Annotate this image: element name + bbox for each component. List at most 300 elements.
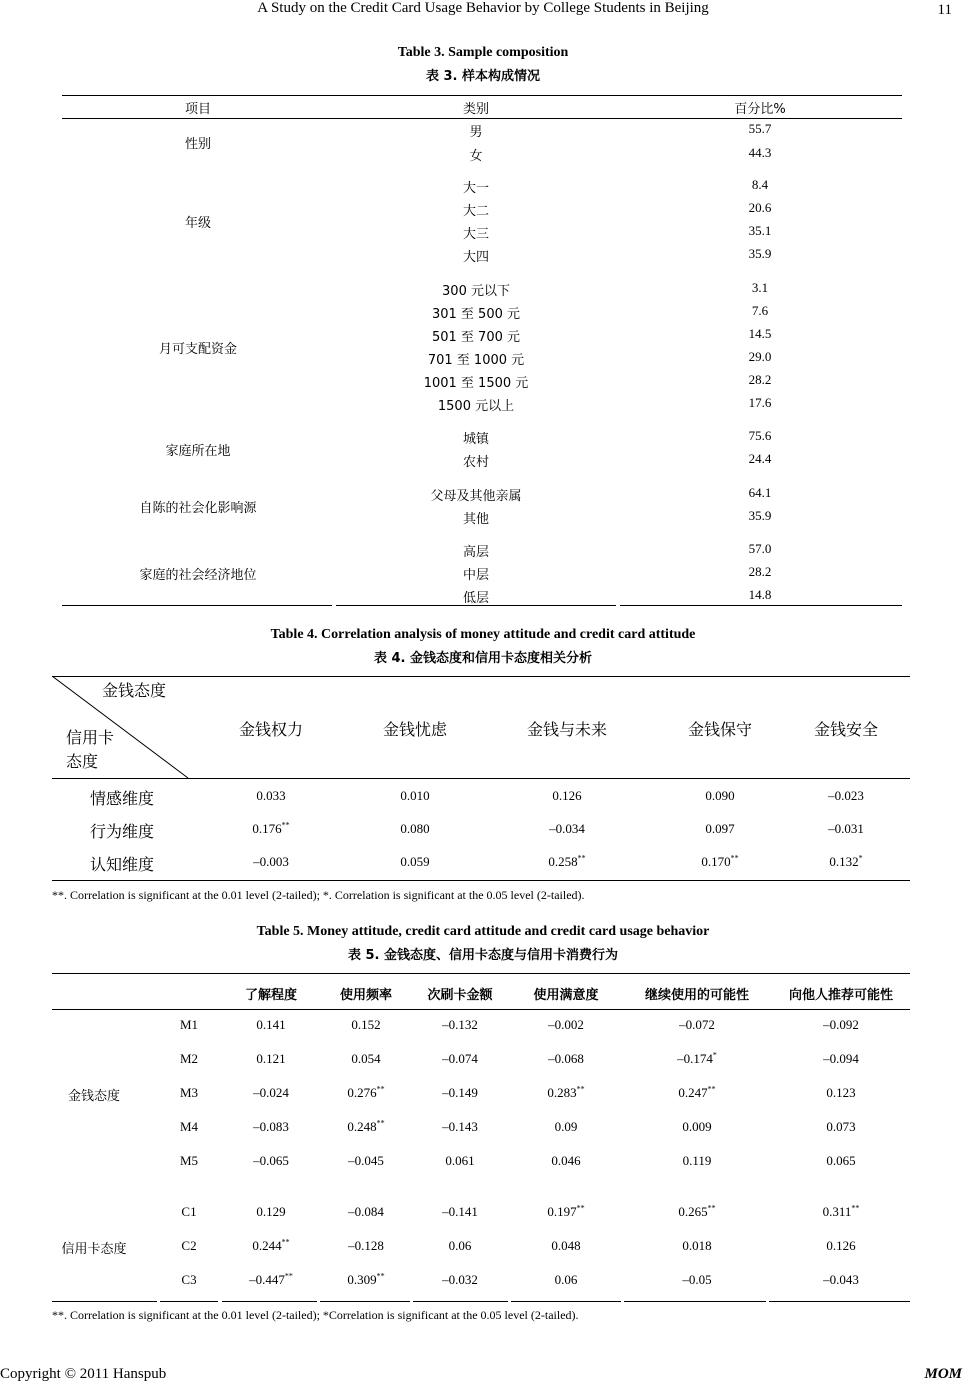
table5-cell <box>347 1119 384 1135</box>
table5-cell <box>826 1119 855 1135</box>
table5-cell <box>823 1051 859 1067</box>
table3-percentage <box>752 280 768 296</box>
table5-cell <box>682 1119 711 1135</box>
table5-cell-text: 0.046 <box>551 1153 581 1168</box>
table5-row-code-text: M5 <box>179 1153 199 1168</box>
table4-corner-bottom-line1: 信用卡 <box>66 728 115 747</box>
table3-group-label-text: 自陈的社会化影响源 <box>139 500 257 516</box>
table5-cell-text: 0.141 <box>256 1017 286 1032</box>
table3-percentage <box>752 177 768 193</box>
table3-category-text: 501 至 700 元 <box>431 330 521 345</box>
table3-percentage-text: 20.6 <box>748 200 772 215</box>
table5-cell-text: 0.06 <box>448 1238 472 1253</box>
table5-cell-text: 0.129 <box>256 1204 286 1219</box>
table5-cell-text: –0.083 <box>253 1119 289 1134</box>
table5-row-code-text: C1 <box>181 1204 197 1219</box>
table4-note: **. Correlation is significant at the 0.01 level (2-tailed); *. Correlation is significant at the 0.05 level (2-tailed). <box>52 888 585 902</box>
table5-cell-text: 0.123 <box>826 1085 856 1100</box>
table3-caption-cn: 表 3. 样本构成情况 <box>425 69 541 84</box>
table5-row-code-text: M3 <box>179 1085 199 1100</box>
table4-cell-text: 0.090 <box>705 788 735 803</box>
table3-percentage <box>749 395 772 411</box>
table5-cell-text: 0.065 <box>826 1153 856 1168</box>
table5-cell <box>252 1238 289 1254</box>
table5-cell-text: –0.072 <box>679 1017 715 1032</box>
table5-cell-text: 0.061 <box>445 1153 475 1168</box>
table4-cell-text: 0.059 <box>400 854 430 869</box>
table5-cell-significance: ** <box>707 1084 716 1094</box>
table3-percentage-text: 35.9 <box>748 246 772 261</box>
table5-column-header <box>789 984 893 1003</box>
table3-percentage <box>749 372 772 388</box>
table3-percentage-text: 24.4 <box>748 451 772 466</box>
table3-percentage <box>749 326 772 342</box>
table4-cell-text: 0.258 <box>548 854 578 869</box>
table4-cell <box>548 854 585 870</box>
table5-caption-cn: 表 5. 金钱态度、信用卡态度与信用卡消费行为 <box>347 948 619 963</box>
table5-cell <box>253 1153 289 1169</box>
table4-column-header-text: 金钱安全 <box>813 720 879 739</box>
table4-cell-text: –0.003 <box>253 854 289 869</box>
table5-column-header-text: 使用满意度 <box>533 988 599 1003</box>
table3-category-text: 男 <box>469 125 483 140</box>
table5-cell <box>347 1085 384 1101</box>
table5-cell-text: –0.447 <box>249 1272 285 1287</box>
table5-row-code <box>181 1204 196 1220</box>
table5-cell-text: 0.283 <box>547 1085 577 1100</box>
table4-cell <box>705 821 734 837</box>
table4-cell <box>701 854 738 870</box>
table5-column-header-text: 使用频率 <box>339 988 393 1003</box>
table3-group-label <box>185 212 211 231</box>
table5-cell-text: –0.068 <box>548 1051 584 1066</box>
table3-category <box>463 451 489 470</box>
table5-cell-text: –0.002 <box>548 1017 584 1032</box>
table4-cell-text: 0.176 <box>252 821 282 836</box>
table3-category-text: 大二 <box>462 204 490 219</box>
table3-header-1-text: 类别 <box>462 102 490 117</box>
table5-cell <box>677 1051 717 1067</box>
table5-cell-text: –0.032 <box>442 1272 478 1287</box>
footer-journal: MOM <box>924 1366 962 1382</box>
table5-cell <box>823 1204 860 1220</box>
table5-cell-text: –0.074 <box>442 1051 478 1066</box>
table5-cell <box>679 1017 715 1033</box>
table3-bottom-rule-2 <box>336 605 616 606</box>
table5-cell-text: –0.092 <box>823 1017 859 1032</box>
table4-column-header <box>688 717 752 740</box>
table5-cell <box>555 1119 578 1135</box>
table3-category <box>432 303 520 322</box>
table3-category-text: 1500 元以上 <box>437 399 515 414</box>
table5-cell <box>547 1204 584 1220</box>
table5-column-header-text: 了解程度 <box>244 988 298 1003</box>
table5-cell-text: 0.276 <box>347 1085 377 1100</box>
table3-group-label <box>139 564 256 583</box>
table5-cell <box>442 1204 478 1220</box>
table4-column-header-text: 金钱忧虑 <box>382 720 448 739</box>
table4-cell-text: 0.132 <box>829 854 859 869</box>
table3-header-0 <box>185 98 211 117</box>
table5-cell <box>682 1272 711 1288</box>
table4-cell-text: 0.126 <box>552 788 582 803</box>
table3-category-text: 1001 至 1500 元 <box>423 376 529 391</box>
table5-cell <box>551 1238 580 1254</box>
table5-cell <box>442 1085 478 1101</box>
table3-category-text: 大四 <box>462 250 490 265</box>
table3-category <box>432 326 520 345</box>
table4-cell <box>400 788 429 804</box>
table5-column-header-text: 继续使用的可能性 <box>644 988 750 1003</box>
table3-category-text: 300 元以下 <box>442 284 510 299</box>
table3-percentage-text: 64.1 <box>748 485 772 500</box>
table3-category-text: 父母及其他亲属 <box>430 489 522 504</box>
table5-row-code <box>181 1238 196 1254</box>
table5-row-code <box>181 1272 196 1288</box>
table5-cell-significance: ** <box>376 1271 385 1281</box>
table5-cell-text: –0.128 <box>348 1238 384 1253</box>
table5-cell-text: 0.048 <box>551 1238 581 1253</box>
table5-header-rule <box>52 1009 910 1010</box>
table5-cell <box>348 1204 384 1220</box>
table5-cell-text: 0.121 <box>256 1051 286 1066</box>
table5-cell <box>683 1153 712 1169</box>
table5-cell-significance: ** <box>576 1203 585 1213</box>
table5-group-label-text: 信用卡态度 <box>61 1242 127 1257</box>
table5-cell-text: 0.009 <box>682 1119 712 1134</box>
table3-category <box>442 280 510 299</box>
table3-category <box>428 349 524 368</box>
table5-cell-text: 0.119 <box>682 1153 712 1168</box>
table5-row-code-text: C2 <box>181 1238 197 1253</box>
table4-column-header-text: 金钱权力 <box>238 720 304 739</box>
table3-category <box>438 395 514 414</box>
table5-cell <box>547 1085 584 1101</box>
table4-column-header <box>383 717 447 740</box>
running-header-title: A Study on the Credit Card Usage Behavior by College Students in Beijing <box>257 0 709 16</box>
table5-cell <box>826 1238 855 1254</box>
table5-cell-text: 0.311 <box>822 1204 852 1219</box>
table4-cell-text: –0.023 <box>828 788 864 803</box>
table5-row-code-text: M2 <box>179 1051 199 1066</box>
table5-group-label <box>61 1238 126 1257</box>
table3-category-text: 大三 <box>462 227 490 242</box>
table5-cell <box>682 1238 711 1254</box>
table4-cell-text: –0.034 <box>549 821 585 836</box>
table4-cell-text: 0.080 <box>400 821 430 836</box>
table3-percentage-text: 57.0 <box>748 541 772 556</box>
table3-percentage <box>749 349 772 365</box>
table5-row-code <box>180 1085 198 1101</box>
table3-category-text: 其他 <box>462 512 490 527</box>
table5-cell-text: –0.043 <box>823 1272 859 1287</box>
table5-cell-text: 0.248 <box>347 1119 377 1134</box>
table5-row-code-text: M4 <box>179 1119 199 1134</box>
table3-category-text: 高层 <box>462 545 490 560</box>
table3-percentage-text: 29.0 <box>748 349 772 364</box>
table3-group-label <box>159 338 237 357</box>
table5-bottom-rule-4 <box>320 1301 410 1302</box>
table5-cell <box>249 1272 293 1288</box>
table3-category <box>430 485 521 504</box>
table5-cell-text: –0.143 <box>442 1119 478 1134</box>
table3-percentage <box>749 451 772 467</box>
table5-cell <box>445 1153 474 1169</box>
table3-percentage <box>749 223 772 239</box>
table4-column-header <box>814 717 878 740</box>
table5-cell-text: –0.094 <box>823 1051 859 1066</box>
table3-percentage-text: 28.2 <box>748 372 772 387</box>
table3-category-text: 大一 <box>462 181 490 196</box>
table4-cell <box>253 854 289 870</box>
table5-row-code <box>180 1017 198 1033</box>
table3-percentage <box>749 121 772 137</box>
table3-category-text: 低层 <box>462 591 490 606</box>
table5-cell <box>555 1272 578 1288</box>
table4-column-header-text: 金钱与未来 <box>526 720 608 739</box>
table4-cell-text: 0.097 <box>705 821 735 836</box>
page-number: 11 <box>937 2 952 18</box>
table5-cell <box>548 1017 584 1033</box>
table4-cell-significance: ** <box>281 820 290 830</box>
table3-category-text: 701 至 1000 元 <box>427 353 525 368</box>
table4-cell <box>252 821 289 837</box>
table5-cell-significance: ** <box>284 1271 293 1281</box>
table3-percentage-text: 3.1 <box>751 280 769 295</box>
table5-column-header <box>427 984 492 1003</box>
table5-row-code-text: M1 <box>179 1017 199 1032</box>
table5-cell <box>678 1085 715 1101</box>
table3-header-rule <box>62 118 902 119</box>
table5-cell <box>256 1051 285 1067</box>
table4-cell <box>400 854 429 870</box>
table3-category <box>463 223 489 242</box>
table4-cell-significance: ** <box>730 853 739 863</box>
table5-cell <box>449 1238 472 1254</box>
table4-cell <box>829 854 862 870</box>
table4-row-label <box>90 786 154 809</box>
table5-cell <box>548 1051 584 1067</box>
table3-category <box>463 587 489 606</box>
table5-cell <box>826 1153 855 1169</box>
table5-bottom-rule-7 <box>624 1301 766 1302</box>
table5-cell-text: –0.024 <box>253 1085 289 1100</box>
table5-cell-text: 0.126 <box>826 1238 856 1253</box>
table3-percentage <box>749 587 772 603</box>
table4-corner-bottom-line2: 态度 <box>66 752 99 771</box>
table5-cell-text: 0.244 <box>252 1238 282 1253</box>
table3-header-2-text: 百分比% <box>734 102 786 117</box>
table5-column-header-text: 次刷卡金额 <box>427 988 493 1003</box>
table5-cell <box>351 1017 380 1033</box>
table3-category <box>463 246 489 265</box>
table3-category-text: 农村 <box>462 455 490 470</box>
table3-group-label <box>139 497 256 516</box>
table3-percentage-text: 55.7 <box>748 121 772 136</box>
table4-row-label <box>90 852 154 875</box>
table3-header-0-text: 项目 <box>184 102 212 117</box>
table3-percentage-text: 35.9 <box>748 508 772 523</box>
table5-cell <box>442 1051 478 1067</box>
table4-cell <box>552 788 581 804</box>
table5-cell-text: –0.065 <box>253 1153 289 1168</box>
table5-cell <box>253 1085 289 1101</box>
table4-row-label-text: 行为维度 <box>89 822 155 841</box>
table3-percentage-text: 44.3 <box>748 145 772 160</box>
table4-cell-significance: ** <box>577 853 586 863</box>
table5-cell <box>826 1085 855 1101</box>
table3-percentage-text: 8.4 <box>751 177 769 192</box>
footer-copyright: Copyright © 2011 Hanspub <box>0 1366 167 1382</box>
table4-column-header <box>239 717 303 740</box>
table4-row-label-text: 情感维度 <box>89 789 155 808</box>
table5-cell <box>678 1204 715 1220</box>
table5-cell-significance: ** <box>281 1237 290 1247</box>
table3-header-2 <box>734 98 785 117</box>
table5-cell <box>348 1238 384 1254</box>
table3-group-label-text: 家庭所在地 <box>165 443 231 459</box>
table4-row-label <box>90 819 154 842</box>
table5-row-code <box>180 1153 198 1169</box>
table5-cell-text: –0.141 <box>442 1204 478 1219</box>
table5-cell-text: 0.197 <box>547 1204 577 1219</box>
table3-percentage-text: 35.1 <box>748 223 772 238</box>
table4-header-rule <box>52 778 910 779</box>
table5-caption-en: Table 5. Money attitude, credit card attitude and credit card usage behavior <box>256 924 710 939</box>
table5-cell <box>347 1272 384 1288</box>
table5-bottom-rule-3 <box>222 1301 317 1302</box>
table5-cell-text: 0.073 <box>826 1119 856 1134</box>
table4-cell <box>828 821 864 837</box>
table5-cell-text: –0.174 <box>677 1051 713 1066</box>
table3-category <box>463 508 489 527</box>
table5-cell <box>348 1153 384 1169</box>
table5-bottom-rule-8 <box>769 1301 910 1302</box>
table5-cell-text: 0.247 <box>678 1085 708 1100</box>
table5-cell-text: 0.06 <box>554 1272 578 1287</box>
table5-group-label <box>68 1085 120 1104</box>
table5-cell-text: 0.309 <box>347 1272 377 1287</box>
table4-caption-cn: 表 4. 金钱态度和信用卡态度相关分析 <box>373 651 593 666</box>
table4-cell-text: 0.033 <box>256 788 286 803</box>
table3-group-label-text: 家庭的社会经济地位 <box>139 568 257 583</box>
table5-cell <box>351 1051 380 1067</box>
table5-bottom-rule-1 <box>52 1301 157 1302</box>
table4-column-header <box>527 717 607 740</box>
table5-cell-text: 0.09 <box>554 1119 578 1134</box>
table3-percentage-text: 14.5 <box>748 326 772 341</box>
table4-column-header-text: 金钱保守 <box>687 720 753 739</box>
table5-column-header-text: 向他人推荐可能性 <box>788 988 894 1003</box>
table5-cell <box>442 1119 478 1135</box>
table3-group-label-text: 月可支配资金 <box>158 341 238 357</box>
table4-cell-significance: * <box>858 853 863 863</box>
table3-bottom-rule-1 <box>62 605 332 606</box>
table5-cell-text: 0.054 <box>351 1051 381 1066</box>
table5-top-rule <box>52 973 910 974</box>
table3-percentage-text: 14.8 <box>748 587 772 602</box>
table4-bottom-rule <box>52 880 910 881</box>
table5-column-header <box>340 984 392 1003</box>
table3-category <box>469 145 482 164</box>
table3-category <box>463 428 489 447</box>
table3-category <box>463 564 489 583</box>
table3-group-label <box>165 440 230 459</box>
table4-cell <box>400 821 429 837</box>
table3-percentage-text: 28.2 <box>748 564 772 579</box>
table3-category <box>469 121 482 140</box>
table3-percentage <box>752 303 768 319</box>
table5-bottom-rule-6 <box>511 1301 621 1302</box>
table5-cell <box>442 1272 478 1288</box>
table3-percentage-text: 75.6 <box>748 428 772 443</box>
table5-group-label-text: 金钱态度 <box>67 1089 121 1104</box>
table5-column-header <box>245 984 297 1003</box>
table4-cell-text: 0.010 <box>400 788 430 803</box>
table3-top-rule <box>62 95 902 96</box>
table5-row-code-text: C3 <box>181 1272 197 1287</box>
table3-percentage-text: 7.6 <box>751 303 769 318</box>
table3-category-text: 301 至 500 元 <box>431 307 521 322</box>
table3-category <box>463 177 489 196</box>
table3-category-text: 城镇 <box>462 432 490 447</box>
table5-cell-text: –0.084 <box>348 1204 384 1219</box>
table5-cell <box>442 1017 478 1033</box>
table5-cell-text: –0.045 <box>348 1153 384 1168</box>
table3-percentage-text: 17.6 <box>748 395 772 410</box>
table3-group-label <box>185 133 211 152</box>
table4-corner-top: 金钱态度 <box>102 681 167 700</box>
table5-cell-text: –0.149 <box>442 1085 478 1100</box>
table5-cell <box>253 1119 289 1135</box>
table3-percentage <box>749 200 772 216</box>
table3-header-1 <box>463 98 489 117</box>
table4-row-label-text: 认知维度 <box>89 855 155 874</box>
table5-row-code <box>180 1119 198 1135</box>
table3-category-text: 中层 <box>462 568 490 583</box>
table5-cell-text: 0.018 <box>682 1238 712 1253</box>
table4-cell <box>828 788 864 804</box>
table5-cell <box>256 1204 285 1220</box>
table3-category <box>463 200 489 219</box>
table5-cell-text: –0.05 <box>682 1272 712 1287</box>
table3-percentage <box>749 428 772 444</box>
table3-percentage <box>749 564 772 580</box>
table5-cell-text: 0.265 <box>678 1204 708 1219</box>
table3-group-label-text: 年级 <box>184 215 212 231</box>
table5-cell-significance: ** <box>707 1203 716 1213</box>
table3-percentage <box>749 246 772 262</box>
table3-group-label-text: 性别 <box>184 137 212 152</box>
table3-category <box>424 372 529 391</box>
table5-cell-significance: ** <box>376 1084 385 1094</box>
table4-cell <box>549 821 585 837</box>
table5-cell-significance: ** <box>576 1084 585 1094</box>
table4-cell <box>705 788 734 804</box>
table4-cell <box>256 788 285 804</box>
table3-percentage <box>749 485 772 501</box>
table5-cell <box>823 1272 859 1288</box>
table5-bottom-rule-5 <box>413 1301 508 1302</box>
table5-column-header <box>645 984 749 1003</box>
table3-percentage <box>749 145 772 161</box>
table4-caption-en: Table 4. Correlation analysis of money attitude and credit card attitude <box>270 627 696 642</box>
table5-cell-significance: ** <box>851 1203 860 1213</box>
table3-bottom-rule-3 <box>620 605 902 606</box>
table5-cell-text: 0.152 <box>351 1017 381 1032</box>
table3-percentage <box>749 508 772 524</box>
table3-category-text: 女 <box>469 149 483 164</box>
